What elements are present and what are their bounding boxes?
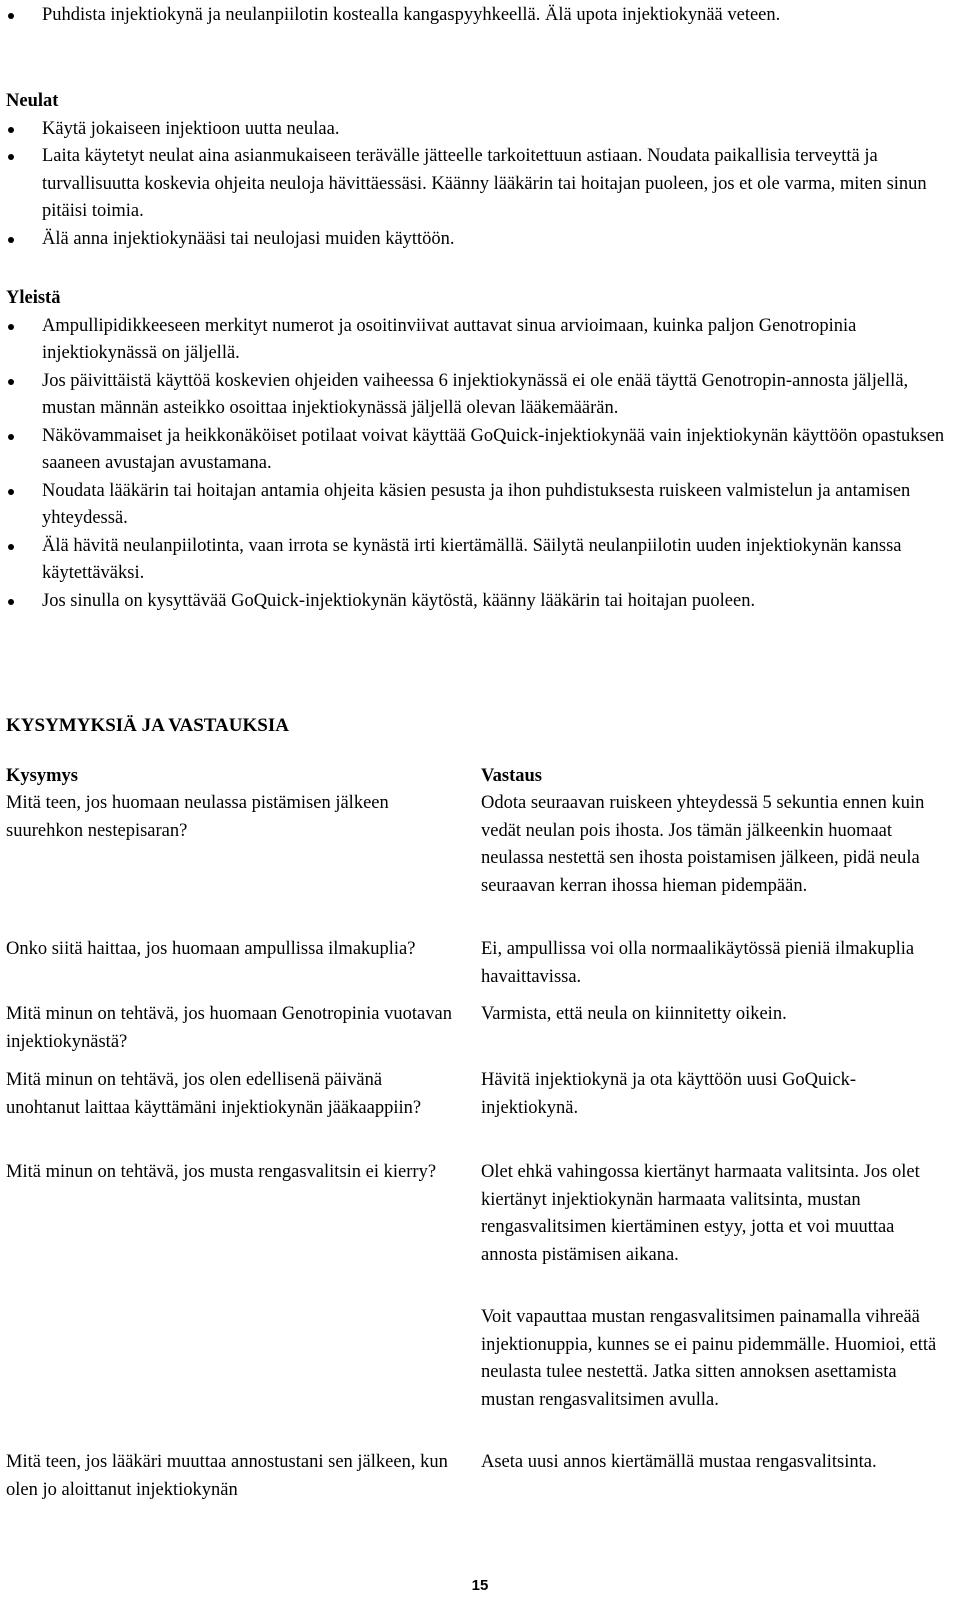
question-column-header: Kysymys xyxy=(6,766,78,786)
faq-answer: Ei, ampullissa voi olla normaalikäytössä pieniä ilmakuplia havaittavissa. xyxy=(481,939,915,987)
faq-answer: Hävitä injektiokynä ja ota käyttöön uusi GoQuick-injektiokynä. xyxy=(481,1070,857,1118)
faq-answer: Odota seuraavan ruiskeen yhteydessä 5 sekuntia ennen kuin vedät neulan pois ihosta. Jos tämän jälkeenkin huomaat neulassa nestettä sen ihosta poistamisen jälkeen, pidä neula seuraavan kerran ihossa hieman pidempään. xyxy=(481,793,925,896)
faq-title: KYSYMYKSIÄ JA VASTAUKSIA xyxy=(6,715,289,736)
section-heading-yleista: Yleistä xyxy=(6,288,61,308)
section-neulat xyxy=(0,88,952,253)
faq-answer: Varmista, että neula on kiinnitetty oikein. xyxy=(481,1004,787,1024)
faq-answer: Voit vapauttaa mustan rengasvalitsimen painamalla vihreää injektionuppia, kunnes se ei painu pidemmälle. Huomioi, että neulasta tulee nestettä. Jatka sitten annoksen asettamista mustan rengasvalitsimen avulla. xyxy=(481,1307,937,1410)
list-item: Puhdista injektiokynä ja neulanpiilotin kostealla kangaspyyhkeellä. Älä upota injektiokynää veteen. xyxy=(0,2,952,30)
answer-column-header: Vastaus xyxy=(481,766,543,786)
list-item: Älä anna injektiokynääsi tai neulojasi muiden käyttöön. xyxy=(0,226,952,254)
list-item: Noudata lääkärin tai hoitajan antamia ohjeita käsien pesusta ja ihon puhdistuksesta ruiskeen valmistelun ja antamisen yhteydessä. xyxy=(0,478,952,533)
cleaning-list xyxy=(0,2,952,30)
faq-answer: Aseta uusi annos kiertämällä mustaa rengasvalitsinta. xyxy=(481,1452,877,1472)
faq-question: Onko siitä haittaa, jos huomaan ampullissa ilmakuplia? xyxy=(6,939,416,959)
list-item: Laita käytetyt neulat aina asianmukaiseen terävälle jätteelle tarkoitettuun astiaan. Noudata paikallisia terveyttä ja turvallisuutta koskevia ohjeita neuloja hävittäessäsi. Käänny lääkärin tai hoitajan puoleen, jos et ole varma, miten sinun pitäisi toimia. xyxy=(0,143,952,226)
list-item: Jos päivittäistä käyttöä koskevien ohjeiden vaiheessa 6 injektiokynässä ei ole enää täyttä Genotropin-annosta jäljellä, mustan männän asteikko osoittaa injektiokynässä jäljellä olevan lääkemäärän. xyxy=(0,368,952,423)
list-item: Jos sinulla on kysyttävää GoQuick-injektiokynän käytöstä, käänny lääkärin tai hoitajan puoleen. xyxy=(0,588,952,616)
faq-answer: Olet ehkä vahingossa kiertänyt harmaata valitsinta. Jos olet kiertänyt injektiokynän harmaata valitsinta, mustan rengasvalitsimen kiertäminen estyy, jotta et voi muuttaa annosta pistämisen aikana. xyxy=(481,1162,920,1265)
faq-question: Mitä minun on tehtävä, jos huomaan Genotropinia vuotavan injektiokynästä? xyxy=(6,1004,452,1052)
list-item: Näkövammaiset ja heikkonäköiset potilaat voivat käyttää GoQuick-injektiokynää vain injektiokynän käyttöön opastuksen saaneen avustajan avustamana. xyxy=(0,423,952,478)
section-heading-neulat: Neulat xyxy=(6,91,59,111)
faq-question: Mitä teen, jos lääkäri muuttaa annostustani sen jälkeen, kun olen jo aloittanut injektiokynän xyxy=(6,1452,448,1500)
neulat-list xyxy=(0,116,952,254)
faq-question: Mitä minun on tehtävä, jos olen edellisenä päivänä unohtanut laittaa käyttämäni injektiokynän jääkaappiin? xyxy=(6,1070,422,1118)
page-number: 15 xyxy=(471,1577,489,1594)
list-item: Käytä jokaiseen injektioon uutta neulaa. xyxy=(0,116,952,144)
list-item: Ampullipidikkeeseen merkityt numerot ja osoitinviivat auttavat sinua arvioimaan, kuinka paljon Genotropinia injektiokynässä on jäljellä. xyxy=(0,313,952,368)
list-item: Älä hävitä neulanpiilotinta, vaan irrota se kynästä irti kiertämällä. Säilytä neulanpiilotin uuden injektiokynän kanssa käytettäväksi. xyxy=(0,533,952,588)
faq-question: Mitä minun on tehtävä, jos musta rengasvalitsin ei kierry? xyxy=(6,1162,437,1182)
faq-question: Mitä teen, jos huomaan neulassa pistämisen jälkeen suurehkon nestepisaran? xyxy=(6,793,389,841)
yleista-list xyxy=(0,313,952,616)
section-yleista xyxy=(0,285,952,615)
